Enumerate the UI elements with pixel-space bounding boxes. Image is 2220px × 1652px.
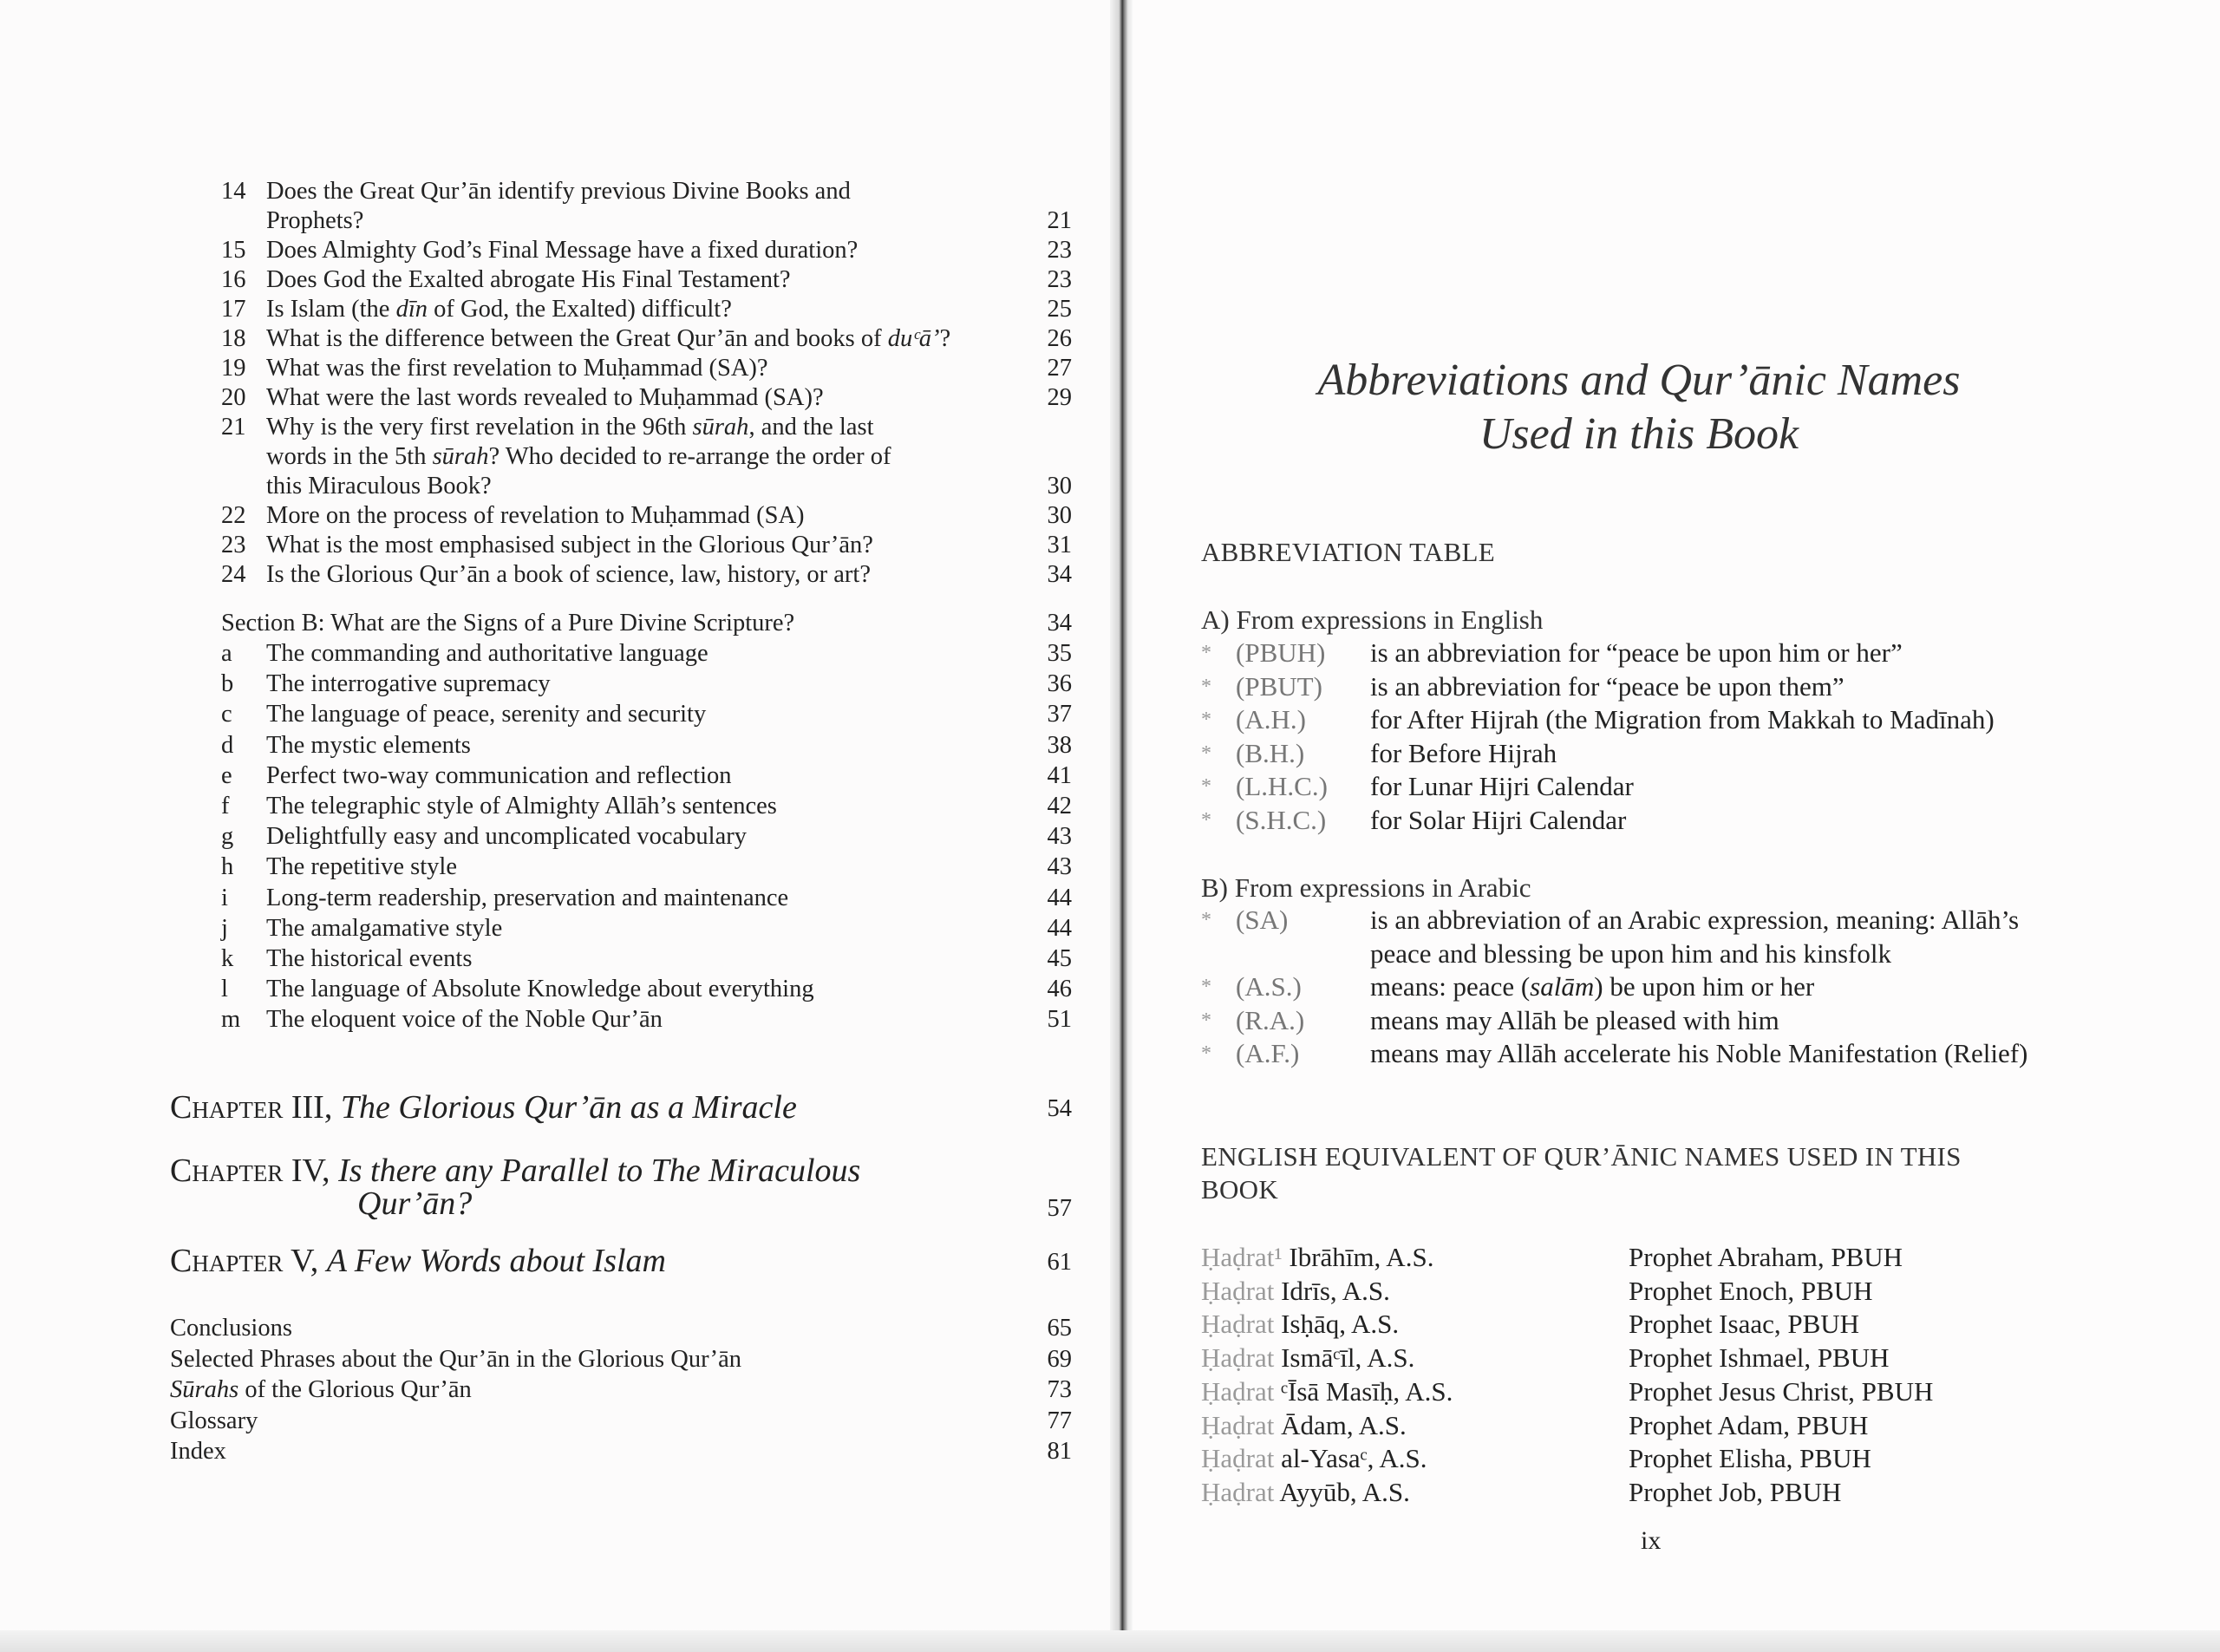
english-name: Prophet Enoch, PBUH xyxy=(1629,1275,1873,1306)
toc-entry-page: 27 xyxy=(1047,355,1072,382)
chapter-entry xyxy=(170,1088,797,1126)
abbreviation-description: for Solar Hijri Calendar xyxy=(1370,804,1627,835)
section-b-letter: h xyxy=(221,853,234,881)
toc-entry-page: 21 xyxy=(1047,207,1072,234)
honorific: Ḥaḍrat xyxy=(1201,1275,1282,1306)
toc-entry-number: 21 xyxy=(221,414,246,441)
toc-entry-title: What were the last words revealed to Muḥammad (SA)? xyxy=(266,384,824,411)
abbreviation-description: means may Allāh accelerate his Noble Manifestation (Relief) xyxy=(1370,1038,2028,1068)
arabic-name xyxy=(1201,1275,1390,1308)
page-title-line-2: Used in this Book xyxy=(1479,409,1799,459)
page-bottom-edge xyxy=(0,1630,2220,1652)
section-b-item-page: 44 xyxy=(1047,914,1072,942)
section-b-page: 34 xyxy=(1047,610,1072,637)
toc-entry-title: Does Almighty God’s Final Message have a fixed duration? xyxy=(266,237,859,264)
toc-entry-number: 19 xyxy=(221,355,246,382)
toc-entry-title: Why is the very first revelation in the 96th sūrah, and the last xyxy=(266,414,874,441)
chapter-title: The Glorious Qur’ān as a Miracle xyxy=(340,1089,797,1126)
toc-entry-title: Does God the Exalted abrogate His Final Testament? xyxy=(266,266,791,293)
section-b-item-page: 44 xyxy=(1047,884,1072,911)
back-matter-title: Selected Phrases about the Qur’ān in the Glorious Qur’ān xyxy=(170,1345,742,1373)
bullet-asterisk: * xyxy=(1201,642,1211,664)
toc-entry-number: 24 xyxy=(221,561,246,588)
section-b-item-title: The interrogative supremacy xyxy=(266,670,551,698)
chapter-label: Chapter IV, xyxy=(170,1152,339,1189)
bullet-asterisk: * xyxy=(1201,1042,1211,1065)
abbreviation-description: is an abbreviation of an Arabic expression, meaning: Allāh’s xyxy=(1370,904,2020,935)
toc-entry-page: 23 xyxy=(1047,266,1072,293)
toc-entry-page: 31 xyxy=(1047,532,1072,558)
honorific: Ḥaḍrat xyxy=(1201,1309,1282,1340)
group-a-heading: A) From expressions in English xyxy=(1201,604,1544,635)
prophet-name: Ismāᶜīl, A.S. xyxy=(1281,1342,1415,1374)
abbreviation-code: (S.H.C.) xyxy=(1236,804,1327,835)
english-name: Prophet Abraham, PBUH xyxy=(1629,1242,1903,1272)
section-b-item-title: The amalgamative style xyxy=(266,914,503,942)
english-name: Prophet Job, PBUH xyxy=(1629,1476,1842,1507)
arabic-name xyxy=(1201,1409,1407,1442)
prophet-name: Ayyūb, A.S. xyxy=(1279,1476,1410,1507)
section-b-item-page: 43 xyxy=(1047,853,1072,881)
toc-entry-title: Is the Glorious Qur’ān a book of science, law, history, or art? xyxy=(266,561,871,588)
section-b-item-page: 46 xyxy=(1047,976,1072,1003)
arabic-name xyxy=(1201,1241,1433,1274)
back-matter-title: Glossary xyxy=(170,1407,258,1434)
abbreviation-code: (A.F.) xyxy=(1236,1038,1300,1068)
back-matter-page: 69 xyxy=(1047,1345,1072,1373)
section-b-item-title: The eloquent voice of the Noble Qur’ān xyxy=(266,1006,663,1034)
toc-entry-number: 22 xyxy=(221,502,246,529)
section-b-letter: j xyxy=(221,914,228,942)
bullet-asterisk: * xyxy=(1201,675,1211,698)
names-heading-line-2: BOOK xyxy=(1201,1174,1279,1205)
section-b-item-page: 43 xyxy=(1047,823,1072,851)
section-b-letter: b xyxy=(221,670,234,698)
english-name: Prophet Ishmael, PBUH xyxy=(1629,1342,1890,1374)
english-name: Prophet Adam, PBUH xyxy=(1629,1409,1869,1440)
abbreviation-description: for After Hijrah (the Migration from Makkah to Madīnah) xyxy=(1370,704,1995,735)
honorific: Ḥaḍrat xyxy=(1201,1476,1280,1507)
bullet-asterisk: * xyxy=(1201,1009,1211,1032)
back-matter-page: 81 xyxy=(1047,1438,1072,1465)
english-name: Prophet Jesus Christ, PBUH xyxy=(1629,1375,1934,1407)
section-b-item-title: The mystic elements xyxy=(266,731,471,759)
section-b-letter: i xyxy=(221,884,228,911)
toc-entry-title: Is Islam (the dīn of God, the Exalted) difficult? xyxy=(266,296,732,323)
section-b-item-title: Perfect two-way communication and reflection xyxy=(266,761,732,789)
abbreviation-code: (A.S.) xyxy=(1236,971,1302,1002)
toc-entry-number: 20 xyxy=(221,384,246,411)
section-b-letter: e xyxy=(221,761,232,789)
abbreviation-code: (R.A.) xyxy=(1236,1004,1305,1035)
names-heading-line-1: ENGLISH EQUIVALENT OF QUR’ĀNIC NAMES USED IN THIS xyxy=(1201,1141,1962,1172)
section-b-letter: f xyxy=(221,793,230,819)
section-b-item-title: Long-term readership, preservation and maintenance xyxy=(266,884,789,911)
abbreviation-description: means may Allāh be pleased with him xyxy=(1370,1004,1779,1035)
toc-entry-page: 23 xyxy=(1047,237,1072,264)
toc-entry-page: 29 xyxy=(1047,384,1072,411)
abbreviation-description: for Before Hijrah xyxy=(1370,737,1557,768)
back-matter-page: 77 xyxy=(1047,1407,1072,1434)
abbreviation-description-cont: peace and blessing be upon him and his kinsfolk xyxy=(1370,937,1891,969)
abbreviation-description: for Lunar Hijri Calendar xyxy=(1370,771,1634,801)
toc-entry-title: this Miraculous Book? xyxy=(266,473,492,500)
section-b-item-title: The telegraphic style of Almighty Allāh’s sentences xyxy=(266,793,777,819)
prophet-name: ᶜĪsā Masīḥ, A.S. xyxy=(1281,1375,1453,1407)
chapter-label: Chapter III, xyxy=(170,1089,341,1126)
section-b-item-page: 35 xyxy=(1047,640,1072,667)
prophet-name: al-Yasaᶜ, A.S. xyxy=(1281,1443,1427,1474)
honorific: Ḥaḍrat xyxy=(1201,1375,1282,1407)
chapter-title-line-2: Qur’ān? xyxy=(357,1185,473,1222)
toc-entry-title: More on the process of revelation to Muḥammad (SA) xyxy=(266,502,805,529)
section-b-item-title: The language of peace, serenity and security xyxy=(266,701,707,728)
section-b-letter: a xyxy=(221,640,232,667)
abbreviation-code: (PBUT) xyxy=(1236,670,1322,702)
arabic-name xyxy=(1201,1342,1414,1374)
abbreviation-code: (B.H.) xyxy=(1236,737,1305,768)
chapter-entry xyxy=(170,1242,666,1280)
bullet-asterisk: * xyxy=(1201,808,1211,832)
section-b-title: Section B: What are the Signs of a Pure Divine Scripture? xyxy=(221,610,795,637)
back-matter-page: 65 xyxy=(1047,1315,1072,1342)
chapter-title-cont xyxy=(357,1185,472,1223)
bullet-asterisk: * xyxy=(1201,708,1211,731)
abbreviation-code: (A.H.) xyxy=(1236,704,1306,735)
prophet-name: Isḥāq, A.S. xyxy=(1281,1309,1400,1340)
section-b-item-page: 45 xyxy=(1047,945,1072,972)
abbreviation-description: is an abbreviation for “peace be upon them” xyxy=(1370,670,1845,702)
section-b-item-title: The repetitive style xyxy=(266,853,457,881)
chapter-entry xyxy=(170,1152,860,1190)
arabic-name xyxy=(1201,1476,1410,1509)
abbreviation-description: is an abbreviation for “peace be upon him or her” xyxy=(1370,637,1903,668)
section-b-letter: d xyxy=(221,731,234,759)
toc-entry-title: What is the difference between the Great Qur’ān and books of duᶜā’? xyxy=(266,325,951,352)
section-b-letter: c xyxy=(221,701,232,728)
chapter-title: Is there any Parallel to The Miraculous xyxy=(338,1152,861,1189)
section-b-item-page: 36 xyxy=(1047,670,1072,698)
section-b-letter: g xyxy=(221,823,234,851)
toc-entry-number: 14 xyxy=(221,178,246,205)
honorific: Ḥaḍrat¹ xyxy=(1201,1242,1290,1272)
section-b-item-title: The historical events xyxy=(266,945,473,972)
abbreviation-code: (L.H.C.) xyxy=(1236,771,1328,801)
toc-entry-number: 23 xyxy=(221,532,246,558)
toc-entry-page: 30 xyxy=(1047,502,1072,529)
back-matter-page: 73 xyxy=(1047,1376,1072,1403)
prophet-name: Idrīs, A.S. xyxy=(1281,1275,1390,1306)
honorific: Ḥaḍrat xyxy=(1201,1443,1282,1474)
group-b-heading: B) From expressions in Arabic xyxy=(1201,872,1531,903)
back-matter-title: Index xyxy=(170,1438,226,1465)
abbreviation-description: means: peace (salām) be upon him or her xyxy=(1370,971,1815,1002)
chapter-page: 57 xyxy=(1047,1195,1072,1222)
toc-entry-number: 18 xyxy=(221,325,246,352)
back-matter-title: Conclusions xyxy=(170,1315,292,1342)
section-b-item-title: The commanding and authoritative language xyxy=(266,640,708,667)
section-b-item-page: 51 xyxy=(1047,1006,1072,1034)
page-number: ix xyxy=(1641,1526,1662,1555)
honorific: Ḥaḍrat xyxy=(1201,1409,1282,1440)
bullet-asterisk: * xyxy=(1201,976,1211,998)
section-b-item-page: 38 xyxy=(1047,731,1072,759)
section-b-letter: k xyxy=(221,945,234,972)
toc-entry-page: 26 xyxy=(1047,325,1072,352)
chapter-page: 61 xyxy=(1047,1249,1072,1276)
prophet-name: Ibrāhīm, A.S. xyxy=(1289,1242,1434,1272)
toc-entry-number: 16 xyxy=(221,266,246,293)
toc-entry-page: 25 xyxy=(1047,296,1072,323)
section-b-item-page: 41 xyxy=(1047,761,1072,789)
toc-entry-title: What was the first revelation to Muḥammad (SA)? xyxy=(266,355,768,382)
honorific: Ḥaḍrat xyxy=(1201,1342,1282,1374)
toc-entry-title: words in the 5th sūrah? Who decided to re-arrange the order of xyxy=(266,443,891,470)
arabic-name xyxy=(1201,1308,1399,1341)
section-b-item-title: Delightfully easy and uncomplicated vocabulary xyxy=(266,823,747,851)
abbreviation-code: (SA) xyxy=(1236,904,1289,935)
toc-entry-number: 15 xyxy=(221,237,246,264)
book-gutter xyxy=(1110,0,1133,1652)
toc-entry-title: Prophets? xyxy=(266,207,364,234)
chapter-page: 54 xyxy=(1047,1095,1072,1122)
english-name: Prophet Elisha, PBUH xyxy=(1629,1443,1871,1474)
section-b-item-title: The language of Absolute Knowledge about everything xyxy=(266,976,814,1003)
back-matter-title: Sūrahs of the Glorious Qur’ān xyxy=(170,1376,472,1403)
chapter-title: A Few Words about Islam xyxy=(326,1243,666,1279)
toc-entry-page: 34 xyxy=(1047,561,1072,588)
section-b-item-page: 37 xyxy=(1047,701,1072,728)
toc-entry-number: 17 xyxy=(221,296,246,323)
prophet-name: Ādam, A.S. xyxy=(1281,1409,1407,1440)
section-b-item-page: 42 xyxy=(1047,793,1072,819)
chapter-label: Chapter V, xyxy=(170,1243,327,1279)
bullet-asterisk: * xyxy=(1201,775,1211,798)
abbreviation-table-heading: ABBREVIATION TABLE xyxy=(1201,537,1496,567)
bullet-asterisk: * xyxy=(1201,741,1211,765)
toc-entry-page: 30 xyxy=(1047,473,1072,500)
section-b-letter: m xyxy=(221,1006,241,1034)
section-b-letter: l xyxy=(221,976,228,1003)
toc-entry-title: What is the most emphasised subject in the Glorious Qur’ān? xyxy=(266,532,873,558)
english-name: Prophet Isaac, PBUH xyxy=(1629,1309,1860,1340)
arabic-name xyxy=(1201,1375,1453,1408)
page-title-line-1: Abbreviations and Qur’ānic Names xyxy=(1317,356,1961,405)
bullet-asterisk: * xyxy=(1201,909,1211,931)
toc-entry-title: Does the Great Qur’ān identify previous Divine Books and xyxy=(266,178,851,205)
arabic-name xyxy=(1201,1442,1427,1475)
abbreviation-code: (PBUH) xyxy=(1236,637,1326,668)
